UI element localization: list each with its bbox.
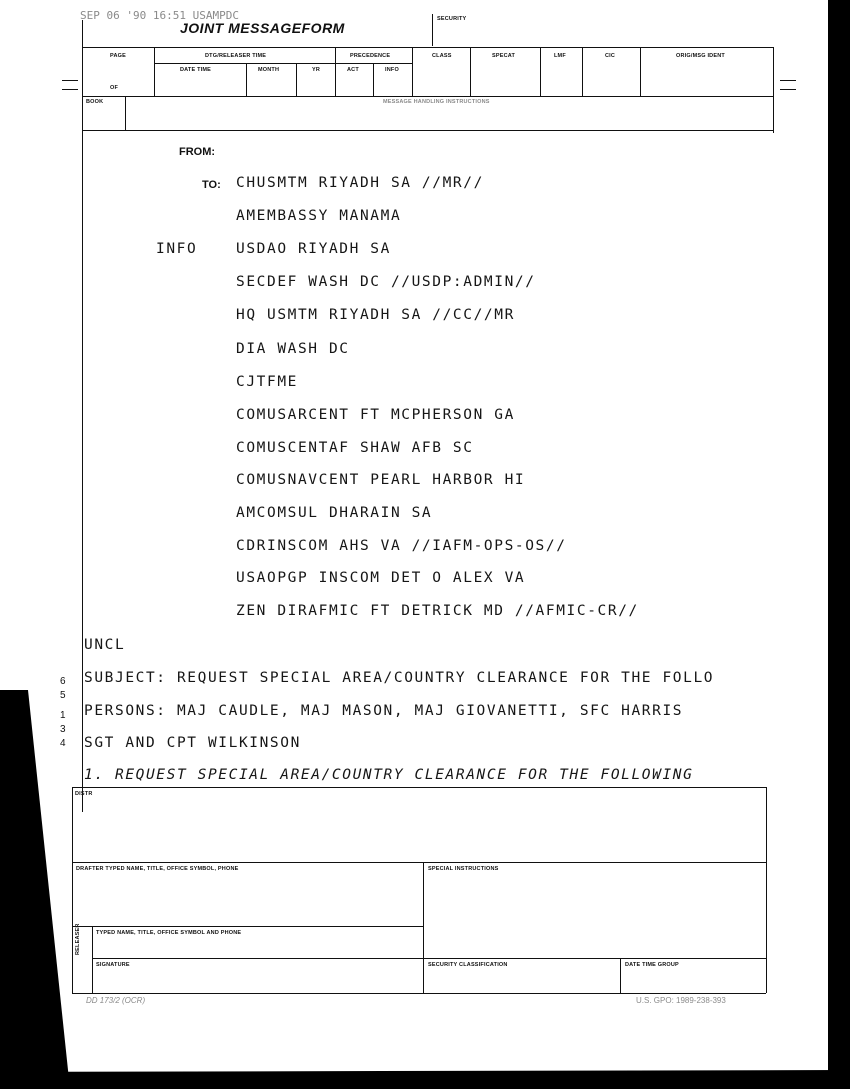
scan-shadow-left: [0, 690, 70, 1089]
footer-bottom-rule: [72, 993, 766, 994]
date-time-label: DATE TIME: [180, 67, 212, 73]
margin-mark: 1: [60, 710, 66, 721]
grid-divider: [246, 63, 247, 96]
info-address: USAOPGP INSCOM DET O ALEX VA: [236, 570, 526, 586]
month-label: MONTH: [258, 67, 280, 73]
lmf-label: LMF: [554, 53, 566, 59]
grid-divider: [640, 47, 641, 96]
page-label: PAGE: [110, 53, 126, 59]
info-address: COMUSCENTAF SHAW AFB SC: [236, 440, 474, 456]
form-number: DD 173/2 (OCR): [86, 996, 146, 1005]
scan-shadow-right: [828, 0, 850, 1089]
to-address: CHUSMTM RIYADH SA //MR//: [236, 175, 484, 191]
cic-label: CIC: [605, 53, 616, 59]
info-address: AMCOMSUL DHARAIN SA: [236, 505, 433, 521]
grid-top-rule: [82, 47, 774, 48]
form-left-border: [82, 20, 83, 812]
info-address: CDRINSCOM AHS VA //IAFM-OPS-OS//: [236, 538, 567, 554]
persons-line: PERSONS: MAJ CAUDLE, MAJ MASON, MAJ GIOVANETTI, SFC HARRIS: [84, 703, 684, 719]
security-label: SECURITY: [437, 16, 467, 22]
info-address: CJTFME: [236, 374, 298, 390]
margin-tick-left: [62, 89, 78, 90]
grid-divider: [582, 47, 583, 96]
grid-divider: [373, 63, 374, 96]
typed-name-rule: [72, 926, 423, 927]
grid-divider: [296, 63, 297, 96]
grid-bottom-rule: [82, 96, 774, 97]
info-heading: INFO: [156, 241, 198, 257]
info-address: SECDEF WASH DC //USDP:ADMIN//: [236, 274, 536, 290]
releaser-label: RELEASER: [75, 923, 81, 955]
paragraph-one: 1. REQUEST SPECIAL AREA/COUNTRY CLEARANCE FOR THE FOLLOWING: [84, 767, 694, 783]
info-address: ZEN DIRAFMIC FT DETRICK MD //AFMIC-CR//: [236, 603, 639, 619]
message-instructions-label: MESSAGE HANDLING INSTRUCTIONS: [383, 99, 490, 105]
specat-label: SPECAT: [492, 53, 516, 59]
footer-top-rule: [72, 787, 766, 788]
margin-tick-right: [780, 89, 796, 90]
dtg-release-time-label: DTG/RELEASER TIME: [205, 53, 267, 59]
security-box-line: [432, 14, 433, 46]
to-label: TO:: [202, 179, 221, 191]
form-title: JOINT MESSAGEFORM: [180, 20, 345, 36]
date-time-group-label: DATE TIME GROUP: [625, 962, 679, 968]
subject-line: SUBJECT: REQUEST SPECIAL AREA/COUNTRY CLEARANCE FOR THE FOLLO: [84, 670, 715, 686]
margin-mark: 3: [60, 724, 66, 735]
margin-mark: 6: [60, 676, 66, 687]
book-row-bottom-rule: [82, 130, 774, 131]
special-instructions-label: SPECIAL INSTRUCTIONS: [428, 866, 499, 872]
grid-right-border: [773, 47, 774, 133]
orig-msg-ident-label: ORIG/MSG IDENT: [676, 53, 725, 59]
from-label: FROM:: [179, 146, 216, 158]
of-label: OF: [110, 85, 119, 91]
signature-rule: [92, 958, 423, 959]
typed-name-label: TYPED NAME, TITLE, OFFICE SYMBOL AND PHONE: [96, 930, 242, 936]
book-divider: [125, 96, 126, 130]
book-label: BOOK: [86, 99, 104, 105]
releaser-divider: [92, 926, 93, 993]
drafter-label: DRAFTER TYPED NAME, TITLE, OFFICE SYMBOL, PHONE: [76, 866, 239, 872]
info-address: HQ USMTM RIYADH SA //CC//MR: [236, 307, 515, 323]
grid-divider: [412, 47, 413, 96]
footer-left-border: [72, 787, 73, 993]
distr-label: DISTR: [75, 791, 93, 797]
classification-row-rule: [423, 958, 766, 959]
margin-mark: 5: [60, 690, 66, 701]
security-classification-label: SECURITY CLASSIFICATION: [428, 962, 508, 968]
precedence-label: PRECEDENCE: [350, 53, 391, 59]
info-address: COMUSARCENT FT MCPHERSON GA: [236, 407, 515, 423]
signature-label: SIGNATURE: [96, 962, 130, 968]
footer-right-border: [766, 787, 767, 993]
info-label: INFO: [385, 67, 399, 73]
yr-label: YR: [312, 67, 321, 73]
grid-divider: [154, 47, 155, 96]
margin-mark: 4: [60, 738, 66, 749]
gpo-imprint: U.S. GPO: 1989-238-393: [636, 996, 726, 1005]
grid-divider: [470, 47, 471, 96]
dtg-divider: [620, 958, 621, 993]
grid-divider: [335, 47, 336, 96]
to-address: AMEMBASSY MANAMA: [236, 208, 402, 224]
classification-line: UNCL: [84, 637, 126, 653]
info-address: COMUSNAVCENT PEARL HARBOR HI: [236, 472, 526, 488]
margin-tick-left: [62, 80, 78, 81]
scan-shadow-bottom: [0, 1070, 850, 1089]
grid-divider: [540, 47, 541, 96]
act-label: ACT: [347, 67, 359, 73]
fax-transmit-line: SEP 06 '90 16:51 USAMPDC: [80, 9, 239, 22]
info-address: DIA WASH DC: [236, 341, 350, 357]
footer-divider: [423, 862, 424, 993]
class-label: CLASS: [432, 53, 452, 59]
persons-continuation-line: SGT AND CPT WILKINSON: [84, 735, 301, 751]
info-address: USDAO RIYADH SA: [236, 241, 391, 257]
margin-tick-right: [780, 80, 796, 81]
drafter-row-rule: [72, 862, 766, 863]
